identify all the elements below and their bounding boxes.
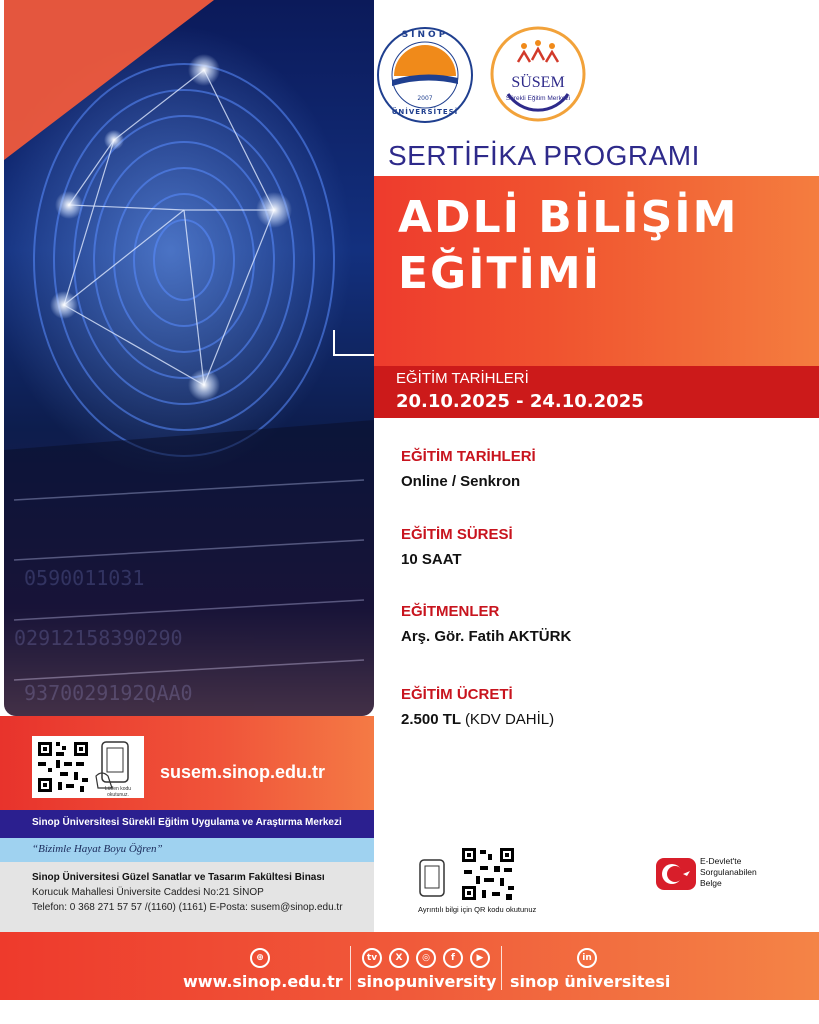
- info-heading: EĞİTİM SÜRESİ: [401, 526, 513, 543]
- qr-band: [0, 716, 374, 810]
- youtube-icon[interactable]: ▶: [470, 948, 490, 968]
- sinop-logo-bottom-text: ÜNİVERSİTESİ: [391, 108, 459, 116]
- susem-website-link[interactable]: susem.sinop.edu.tr: [160, 762, 326, 782]
- info-instructors: [401, 603, 571, 645]
- address: Korucuk Mahallesi Üniversite Caddesi No:21 SİNOP: [32, 887, 264, 898]
- footer-linkedin-link[interactable]: sinop üniversitesi: [510, 972, 671, 991]
- info-format: [401, 448, 536, 490]
- info-value: Online / Senkron: [401, 473, 521, 490]
- info-heading: EĞİTİM TARİHLERİ: [401, 448, 536, 465]
- info-fee: [401, 686, 554, 728]
- info-qr-code[interactable]: [416, 846, 546, 902]
- susem-logo-subtitle: Sürekli Eğitim Merkezi: [505, 95, 571, 102]
- sinop-logo-year: 2007: [417, 95, 433, 102]
- hero-fingerprint-image: [4, 0, 374, 716]
- info-value: Arş. Gör. Fatih AKTÜRK: [401, 628, 572, 645]
- slogan-band: [0, 838, 374, 862]
- globe-icon: ⊕: [250, 948, 270, 968]
- facebook-icon[interactable]: f: [443, 948, 463, 968]
- course-title-line2: EĞİTİMİ: [398, 248, 602, 299]
- fee-amount: 2.500 TL: [401, 711, 461, 728]
- program-type-heading: SERTİFİKA PROGRAMI: [388, 140, 700, 171]
- edevlet-badge: [654, 854, 784, 894]
- linkedin-icon[interactable]: in: [577, 948, 597, 968]
- dates-band: [374, 366, 819, 418]
- slogan: “Bizimle Hayat Boyu Öğren”: [32, 843, 163, 855]
- instagram-icon[interactable]: ◎: [416, 948, 436, 968]
- footer-divider: [501, 946, 502, 990]
- svg-text:02912158390290: 02912158390290: [14, 626, 183, 650]
- center-name: Sinop Üniversitesi Sürekli Eğitim Uygulama ve Araştırma Merkezi: [32, 817, 342, 828]
- edevlet-text-1: E-Devlet'te: [700, 856, 742, 866]
- dates-value: 20.10.2025 - 24.10.2025: [396, 391, 644, 412]
- info-duration: [401, 526, 513, 568]
- susem-logo: [488, 24, 588, 124]
- svg-text:9370029192QAA0: 9370029192QAA0: [24, 681, 193, 705]
- footer-social-handle[interactable]: sinopuniversity: [357, 972, 497, 991]
- dates-label: EĞİTİM TARİHLERİ: [396, 370, 529, 387]
- footer-divider: [350, 946, 351, 990]
- info-value: 10 SAAT: [401, 551, 462, 568]
- title-band: [374, 176, 819, 366]
- corner-accent: [4, 0, 214, 160]
- qr-caption: Lütfen kodu okutunuz.: [104, 786, 132, 798]
- footer-website-link[interactable]: www.sinop.edu.tr: [183, 972, 343, 991]
- fee-note: (KDV DAHİL): [464, 711, 555, 728]
- edevlet-text-2: Sorgulanabilen: [700, 867, 757, 877]
- info-heading: EĞİTMENLER: [401, 603, 500, 620]
- edevlet-text-3: Belge: [700, 878, 722, 888]
- sinop-university-logo: [376, 26, 474, 124]
- sinop-logo-top-text: SİNOP: [401, 30, 449, 40]
- x-icon[interactable]: X: [389, 948, 409, 968]
- qr-card[interactable]: [32, 736, 144, 798]
- info-heading: EĞİTİM ÜCRETİ: [401, 686, 513, 703]
- edevlet-icon: [654, 854, 698, 894]
- tv-icon[interactable]: tv: [362, 948, 382, 968]
- qr-code-icon: [416, 846, 546, 902]
- course-title-line1: ADLİ BİLİŞİM: [398, 192, 739, 243]
- contact-info: Telefon: 0 368 271 57 57 /(1160) (1161) E-Posta: susem@sinop.edu.tr: [32, 902, 343, 913]
- building-name: Sinop Üniversitesi Güzel Sanatlar ve Tasarım Fakültesi Binası: [32, 872, 325, 883]
- info-qr-caption: Ayrıntılı bilgi için QR kodu okutunuz: [418, 905, 537, 914]
- center-name-band: [0, 810, 374, 838]
- susem-logo-name: SÜSEM: [511, 74, 565, 91]
- info-value-row: [401, 711, 554, 728]
- address-band: [0, 862, 374, 932]
- footer: [0, 932, 819, 1000]
- svg-text:0590011031: 0590011031: [24, 566, 145, 590]
